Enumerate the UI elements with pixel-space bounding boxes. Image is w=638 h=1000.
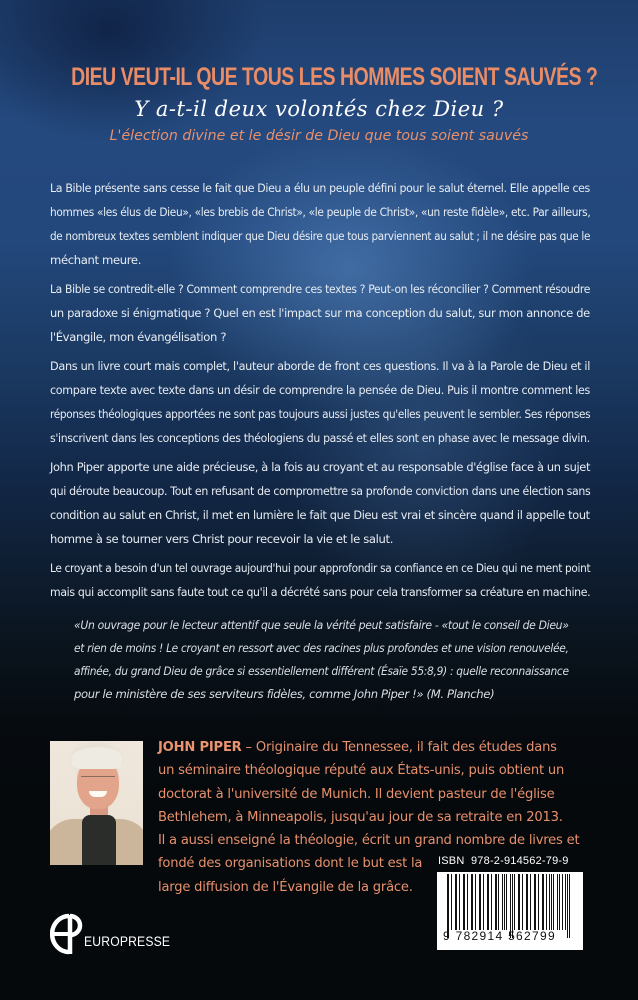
quote-line: et rien de moins ! Le croyant en ressort avec des racines plus profondes et une vision renouvelée,	[74, 641, 569, 655]
book-title: DIEU VEUT-IL QUE TOUS LES HOMMES SOIENT SAUVÉS ?	[71, 63, 598, 91]
text-line: John Piper apporte une aide précieuse, à la fois au croyant et au responsable d'église face à un sujet	[50, 460, 591, 474]
text-line: La Bible se contredit-elle ? Comment comprendre ces textes ? Peut-on les réconcilier ? Comment résoudre	[50, 282, 591, 296]
text-line: réponses théologiques apportées ne sont pas toujours aussi justes qu'elles peuvent le sembler. Ses réponses	[50, 407, 591, 421]
blurb-paragraph-2	[50, 277, 595, 349]
bio-text: – Originaire du Tennessee, il fait des études dans	[241, 740, 557, 755]
bio-line: Bethlehem, à Minneapolis, jusqu'au jour de sa retraite en 2013.	[158, 809, 563, 825]
photo-shirt	[82, 815, 116, 865]
bio-line-1	[158, 736, 598, 759]
text-line: de nombreux textes semblent indiquer que Dieu désire que tous parviennent au salut ; il ne désire pas que le	[50, 229, 591, 243]
text-line: s'inscrivent dans les conceptions des théologiens du passé et elles sont en phase avec le message divin.	[50, 431, 590, 445]
text-line: hommes «les élus de Dieu», «les brebis de Christ», «le peuple de Christ», «un reste fidèle», etc. Par ailleurs,	[50, 205, 591, 219]
photo-hair	[72, 747, 122, 769]
bio-line: large diffusion de l'Évangile de la grâce.	[158, 879, 413, 895]
barcode-digits: 9 782914 562799	[443, 929, 556, 943]
bio-line: un séminaire théologique réputé aux États-unis, puis obtient un	[158, 763, 565, 779]
publisher-logo	[50, 912, 190, 957]
author-name: JOHN PIPER	[158, 740, 242, 755]
text-line: La Bible présente sans cesse le fait que Dieu a élu un peuple défini pour le salut éternel. Elle appelle ces	[50, 181, 590, 195]
text-line: condition au salut en Christ, il met en lumière le fait que Dieu est vrai et sincère quand il appelle tout	[50, 508, 590, 522]
text-line: compare texte avec texte dans un désir de comprendre la pensée de Dieu. Puis il montre comment les	[50, 383, 590, 397]
text-line: homme à se tourner vers Christ pour recevoir la vie et le salut.	[50, 532, 394, 546]
isbn-label: ISBN 978-2-914562-79-9	[438, 855, 569, 867]
cover-header	[0, 62, 638, 147]
blurb-paragraph-1	[50, 176, 595, 272]
text-line: l'Évangile, mon évangélisation ?	[50, 330, 227, 344]
publisher-name: EUROPRESSE	[84, 934, 171, 949]
blurb-paragraph-5	[50, 556, 595, 604]
quote-line: pour le ministère de ses serviteurs fidèles, comme John Piper !» (M. Planche)	[74, 687, 495, 701]
author-photo	[50, 741, 143, 865]
book-subtitle: L'élection divine et le désir de Dieu que tous soient sauvés	[109, 128, 529, 144]
text-line: Le croyant a besoin d'un tel ouvrage aujourd'hui pour approfondir sa confiance en ce Dieu qui ne ment point	[50, 561, 591, 575]
blurb-paragraph-4	[50, 455, 595, 551]
text-line: qui déroute beaucoup. Tout en refusant de compromettre sa profonde conviction dans une élection sans	[50, 484, 591, 498]
quote-line: «Un ouvrage pour le lecteur attentif que seule la vérité peut satisfaire - «tout le conseil de Dieu»	[74, 618, 569, 632]
quote-line: affinée, du grand Dieu de grâce si essentiellement différent (Ésaïe 55:8,9) : quelle reconnaissance	[74, 664, 569, 678]
isbn-barcode	[437, 872, 583, 950]
bio-line: Il a aussi enseigné la théologie, écrit un grand nombre de livres et	[158, 833, 580, 849]
bio-line: fondé des organisations dont le but est la	[158, 856, 423, 872]
text-line: Dans un livre court mais complet, l'auteur aborde de front ces questions. Il va à la Parole de Dieu et il	[50, 359, 591, 373]
blurb-paragraph-3	[50, 354, 595, 450]
ep-monogram-icon	[50, 912, 84, 957]
text-line: méchant meure.	[50, 253, 142, 267]
endorsement-quote	[74, 614, 574, 706]
script-subtitle: Y a-t-il deux volontés chez Dieu ?	[134, 97, 504, 121]
blurb-text	[50, 176, 595, 609]
bio-line: doctorat à l'université de Munich. Il devient pasteur de l'église	[158, 786, 555, 802]
text-line: un paradoxe si énigmatique ? Quel en est l'impact sur ma conception du salut, sur mon annonce de	[50, 306, 590, 320]
text-line: mais qui accomplit sans faute tout ce qu'il a décrété sans pour cela transformer sa créature en machine.	[50, 585, 591, 599]
photo-glasses	[81, 776, 115, 785]
barcode-bars-icon	[447, 874, 573, 934]
